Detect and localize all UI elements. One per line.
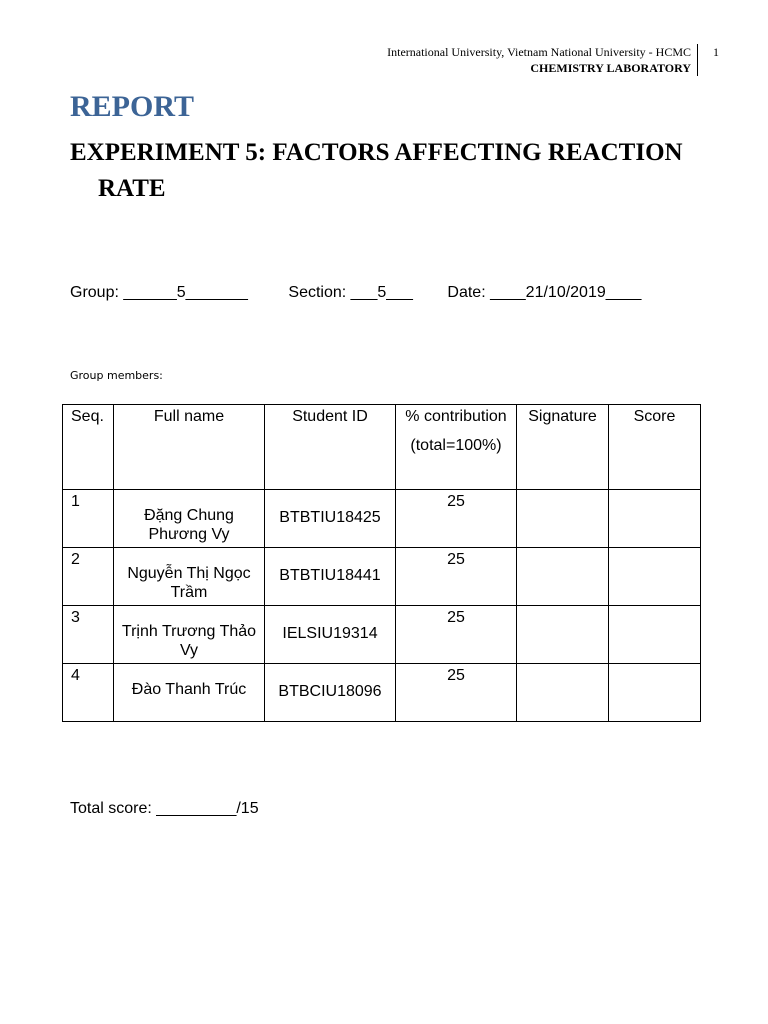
report-title: REPORT [70,90,194,123]
row-full-name-text: Trịnh Trương Thảo Vy [121,623,257,659]
experiment-title [70,135,710,207]
row-signature [517,490,609,548]
row-full-name [114,490,265,548]
row-seq: 4 [63,664,114,722]
row-seq: 3 [63,606,114,664]
row-signature [517,548,609,606]
row-student-id [265,606,396,664]
row-score [609,664,701,722]
row-seq: 2 [63,548,114,606]
row-student-id-text: IELSIU19314 [282,625,378,642]
row-contribution: 25 [396,606,517,664]
row-signature [517,606,609,664]
header-student-id: Student ID [265,405,396,490]
header-contribution-total: (total=100%) [410,437,502,454]
row-full-name-text: Đặng Chung Phương Vy [144,507,234,543]
row-seq: 1 [63,490,114,548]
row-student-id [265,490,396,548]
date-field: Date: ____21/10/2019____ [447,284,642,301]
header-contribution [396,405,517,490]
table-row [63,490,701,548]
university-name: International University, Vietnam National University - HCMC [387,45,691,59]
row-signature [517,664,609,722]
total-score: Total score: _________/15 [70,800,259,817]
table-header-row [63,405,701,490]
header-full-name: Full name [114,405,265,490]
row-score [609,490,701,548]
table-row [63,606,701,664]
row-student-id [265,664,396,722]
row-full-name [114,664,265,722]
header-score: Score [609,405,701,490]
row-student-id [265,548,396,606]
group-members-table [62,404,701,722]
table-row [63,664,701,722]
row-full-name [114,548,265,606]
row-contribution: 25 [396,548,517,606]
experiment-title-line-1: EXPERIMENT 5: FACTORS AFFECTING REACTION [70,139,683,166]
row-full-name-text: Đào Thanh Trúc [131,681,247,698]
section-field: Section: ___5___ [288,284,413,301]
running-header [387,44,698,76]
table-row [63,548,701,606]
info-line [70,284,641,302]
row-student-id-text: BTBTIU18425 [279,509,381,526]
header-signature: Signature [517,405,609,490]
header-contribution-label: % contribution [405,408,507,425]
row-score [609,548,701,606]
row-contribution: 25 [396,664,517,722]
row-score [609,606,701,664]
lab-name: CHEMISTRY LABORATORY [530,61,691,75]
experiment-title-line-2: RATE [98,175,166,202]
group-field: Group: ______5_______ [70,284,248,301]
header-seq: Seq. [63,405,114,490]
row-student-id-text: BTBCIU18096 [278,683,382,700]
row-contribution: 25 [396,490,517,548]
page-number: 1 [713,45,719,59]
row-full-name-text: Nguyễn Thị Ngọc Trầm [127,565,251,601]
row-student-id-text: BTBTIU18441 [279,567,381,584]
group-members-label: Group members: [70,369,163,382]
row-full-name [114,606,265,664]
